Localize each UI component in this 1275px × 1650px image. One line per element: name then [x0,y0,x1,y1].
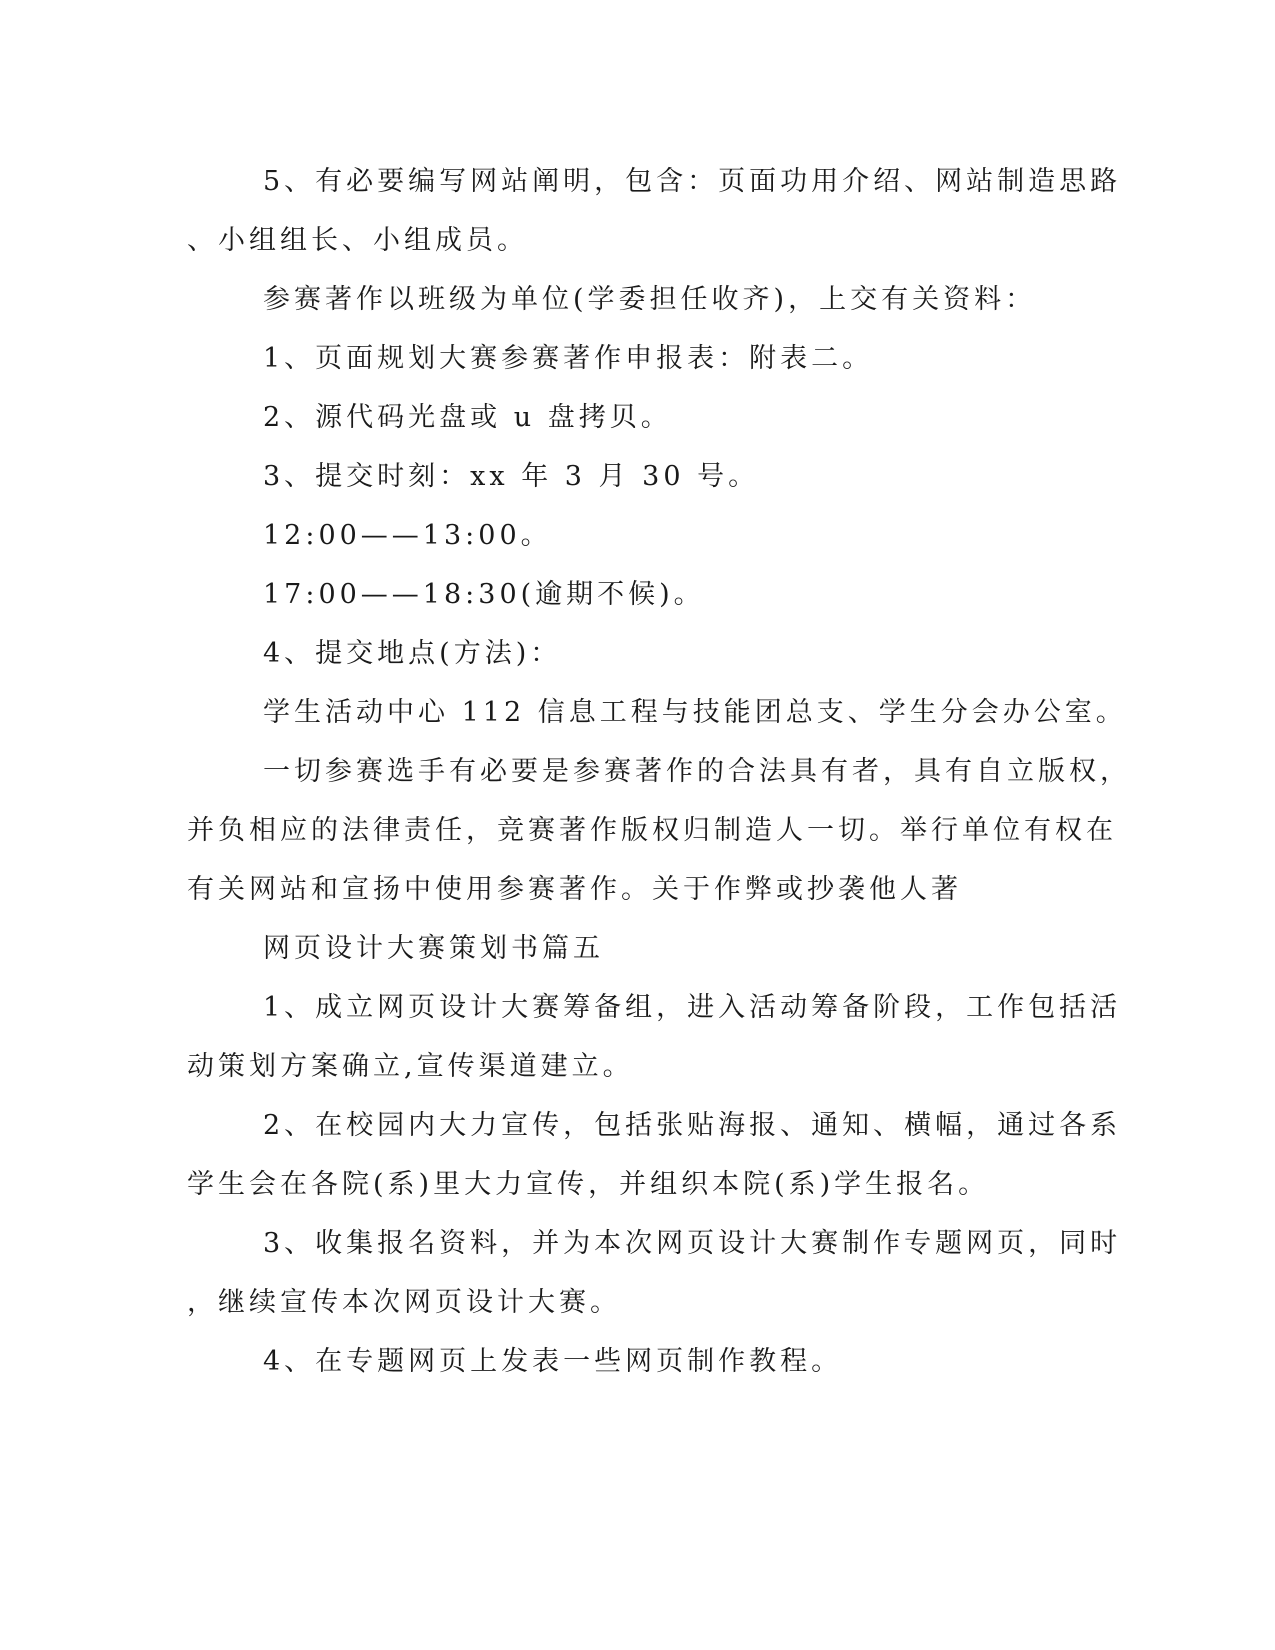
paragraph-line: 3、提交时刻：xx 年 3 月 30 号。 [263,461,760,492]
paragraph-line: 2、在校园内大力宣传，包括张贴海报、通知、横幅，通过各系 [263,1110,1122,1141]
paragraph-line: 并负相应的法律责任，竞赛著作版权归制造人一切。举行单位有权在 [187,815,1117,846]
paragraph-line: 5、有必要编写网站阐明，包含：页面功用介绍、网站制造思路 [263,166,1122,197]
paragraph-line: 4、在专题网页上发表一些网页制作教程。 [263,1346,843,1377]
paragraph-line: 、小组组长、小组成员。 [187,225,528,256]
paragraph-line: 17:00——18:30(逾期不候)。 [263,579,705,610]
section-heading: 网页设计大赛策划书篇五 [263,933,604,964]
paragraph-line: ，继续宣传本次网页设计大赛。 [187,1287,621,1318]
paragraph-line: 1、页面规划大赛参赛著作申报表：附表二。 [263,343,874,374]
paragraph-line: 参赛著作以班级为单位(学委担任收齐)，上交有关资料： [263,284,1037,315]
paragraph-line: 学生活动中心 112 信息工程与技能团总支、学生分会办公室。 [263,697,1127,728]
paragraph-line: 12:00——13:00。 [263,520,552,551]
paragraph-line: 一切参赛选手有必要是参赛著作的合法具有者，具有自立版权， [263,756,1131,787]
paragraph-line: 2、源代码光盘或 u 盘拷贝。 [263,402,672,433]
paragraph-line: 有关网站和宣扬中使用参赛著作。关于作弊或抄袭他人著 [187,874,962,905]
paragraph-line: 动策划方案确立,宣传渠道建立。 [187,1051,634,1082]
paragraph-line: 4、提交地点(方法)： [263,638,562,669]
paragraph-line: 学生会在各院(系)里大力宣传，并组织本院(系)学生报名。 [187,1169,990,1200]
paragraph-line: 1、成立网页设计大赛筹备组，进入活动筹备阶段，工作包括活 [263,992,1122,1023]
paragraph-line: 3、收集报名资料，并为本次网页设计大赛制作专题网页，同时 [263,1228,1122,1259]
